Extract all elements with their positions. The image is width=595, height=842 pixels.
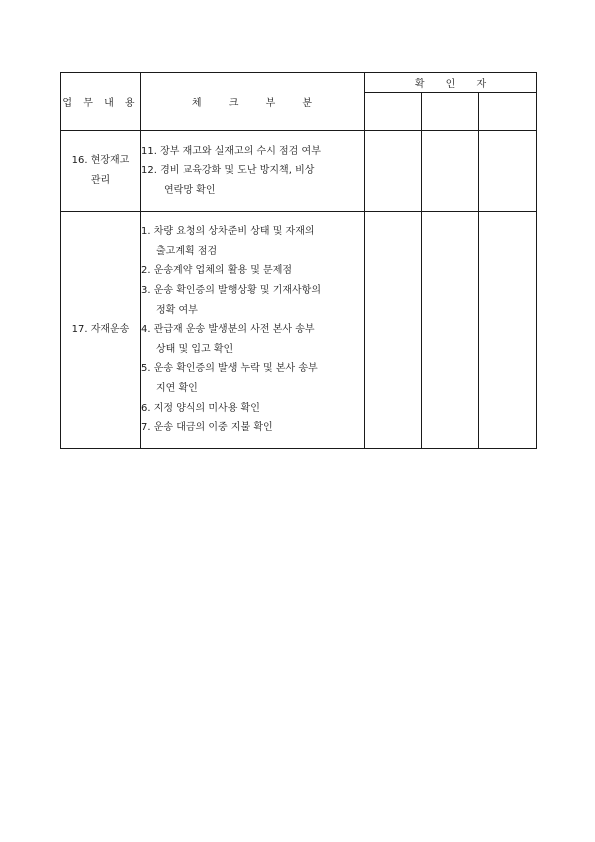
check-item: 11. 장부 재고와 실재고의 수시 점검 여부 bbox=[141, 145, 321, 157]
check-item-continued: 상태 및 입고 확인 bbox=[156, 343, 234, 355]
check-item-continued: 연락망 확인 bbox=[164, 184, 216, 196]
checklist-table bbox=[60, 72, 537, 449]
task-cell bbox=[61, 212, 141, 449]
check-item: 2. 운송계약 업체의 활용 및 문제점 bbox=[141, 265, 293, 277]
confirm-cell bbox=[479, 131, 537, 212]
check-item: 3. 운송 확인증의 발행상황 및 기재사항의 bbox=[141, 285, 321, 297]
confirm-cell bbox=[422, 212, 479, 449]
confirm-cell bbox=[365, 131, 422, 212]
check-item: 1. 차량 요청의 상차준비 상태 및 자재의 bbox=[141, 226, 315, 238]
confirm-cell bbox=[479, 212, 537, 449]
check-items-cell bbox=[141, 131, 365, 212]
check-item-continued: 출고계획 점검 bbox=[156, 245, 218, 257]
table-row bbox=[61, 131, 537, 212]
check-item: 12. 경비 교육강화 및 도난 방지책, 비상 bbox=[141, 165, 315, 177]
check-item-continued: 정확 여부 bbox=[156, 304, 198, 316]
confirmer-slot-3 bbox=[479, 93, 537, 131]
confirm-cell bbox=[422, 131, 479, 212]
confirmer-slot-1 bbox=[365, 93, 422, 131]
check-item: 6. 지정 양식의 미사용 확인 bbox=[141, 402, 260, 414]
check-item-continued: 지연 확인 bbox=[156, 382, 198, 394]
header-confirmer: 확 인 자 bbox=[365, 73, 537, 93]
task-line: 17. 자재운송 bbox=[71, 324, 130, 335]
confirm-cell bbox=[365, 212, 422, 449]
task-line: 관리 bbox=[90, 175, 111, 186]
check-item: 7. 운송 대금의 이중 지불 확인 bbox=[141, 422, 273, 434]
confirmer-slot-2 bbox=[422, 93, 479, 131]
check-items-cell bbox=[141, 212, 365, 449]
check-item: 4. 관급재 운송 발생분의 사전 본사 송부 bbox=[141, 324, 315, 336]
header-check: 체 크 부 분 bbox=[141, 73, 365, 131]
task-cell bbox=[61, 131, 141, 212]
header-row bbox=[61, 73, 537, 93]
header-task: 업 무 내 용 bbox=[61, 73, 141, 131]
check-item: 5. 운송 확인증의 발생 누락 및 본사 송부 bbox=[141, 363, 318, 375]
table-row bbox=[61, 212, 537, 449]
task-line: 16. 현장재고 bbox=[71, 155, 130, 166]
